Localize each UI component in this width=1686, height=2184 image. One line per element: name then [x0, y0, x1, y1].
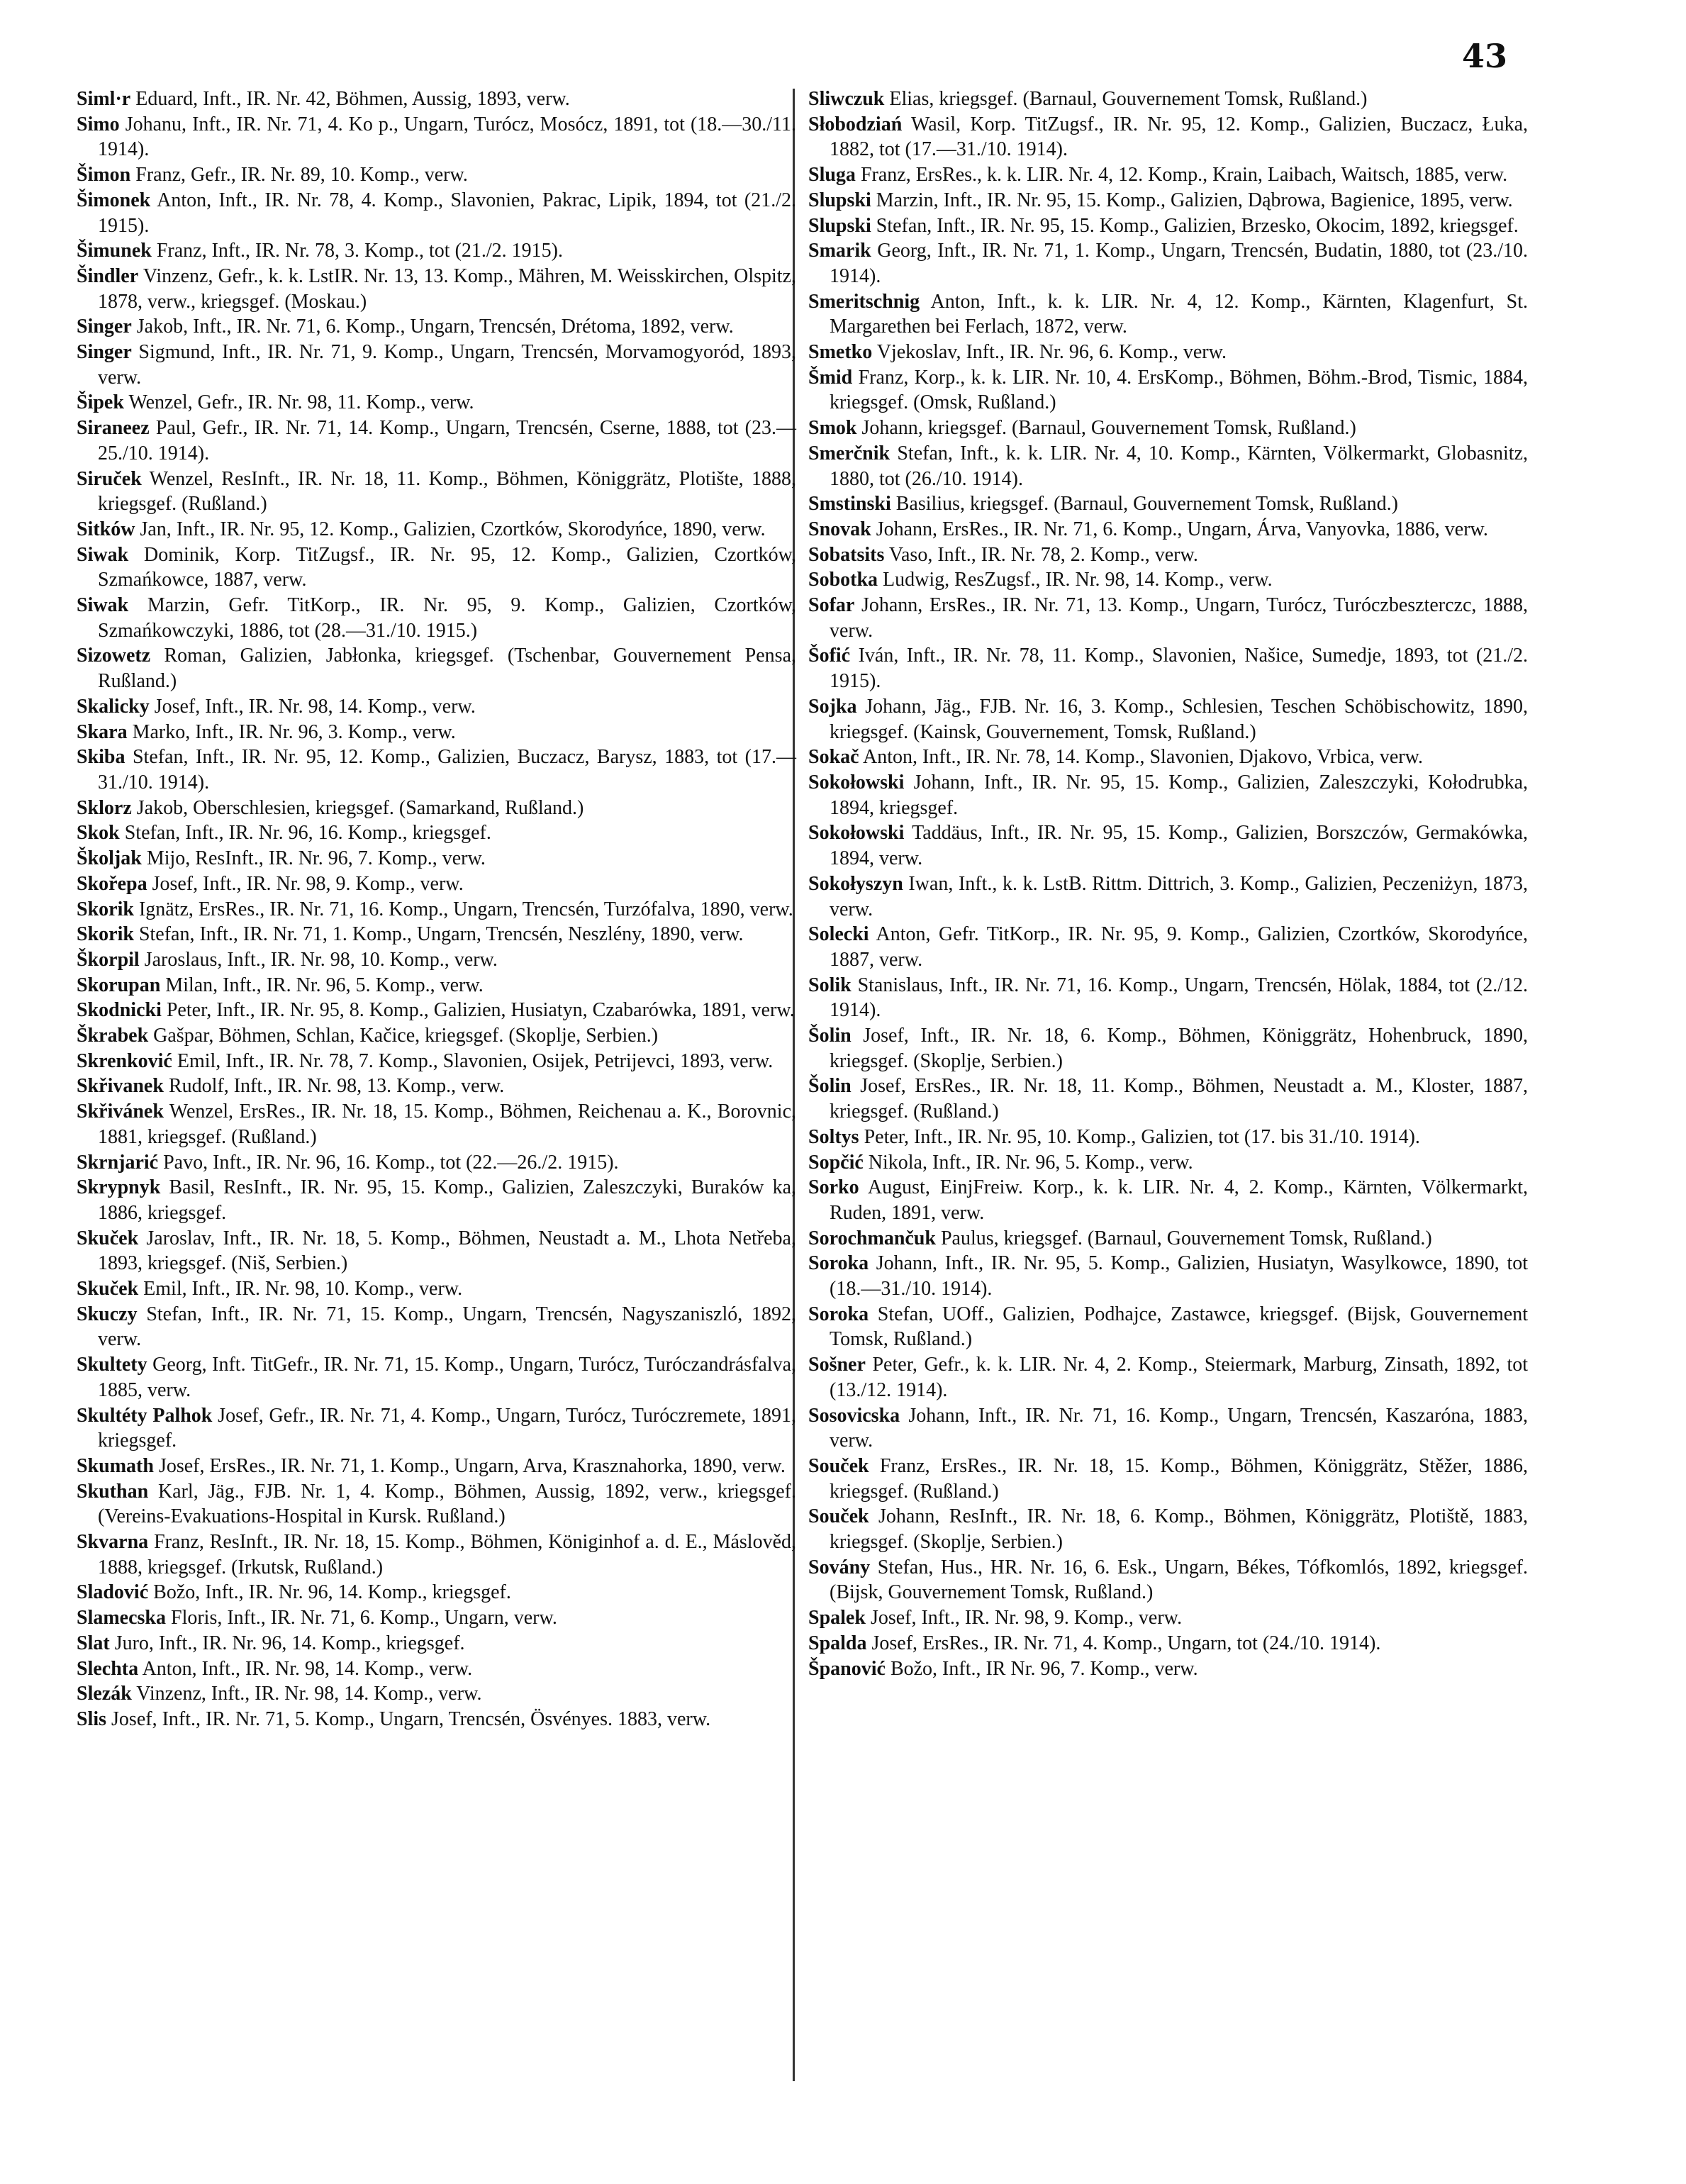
- list-entry: [808, 1555, 1528, 1605]
- entry-details: Wenzel, ResInft., IR. Nr. 18, 11. Komp., Böhmen, Königgrätz, Plotište, 1888, kriegsgef. (Rußland.): [98, 467, 796, 516]
- entry-surname: Skorupan: [77, 974, 161, 996]
- entry-details: Ludwig, ResZugsf., IR. Nr. 98, 14. Komp., verw.: [883, 569, 1273, 591]
- entry-details: Vaso, Inft., IR. Nr. 78, 2. Komp., verw.: [888, 543, 1198, 566]
- list-entry: [808, 365, 1528, 416]
- entry-surname: Sokołyszyn: [808, 872, 903, 895]
- list-entry: [77, 1049, 796, 1074]
- list-entry: [77, 745, 796, 795]
- entry-surname: Singer: [77, 341, 132, 364]
- entry-surname: Sorochmančuk: [808, 1227, 936, 1249]
- entry-details: Johann, Jäg., FJB. Nr. 16, 3. Komp., Schlesien, Teschen Schöbischowitz, 1890, kriegsgef. (Kainsk, Gouvernement, Tomsk, Rußland.): [830, 695, 1528, 743]
- entry-surname: Skvarna: [77, 1531, 149, 1554]
- entry-surname: Sklorz: [77, 796, 132, 819]
- entry-details: Georg, Inft. TitGefr., IR. Nr. 71, 15. Komp., Ungarn, Turócz, Turóczandrásfalva, 1885, verw.: [98, 1354, 796, 1401]
- entry-details: Stefan, Inft., IR. Nr. 95, 15. Komp., Galizien, Brzesko, Okocim, 1892, kriegsgef.: [876, 214, 1519, 237]
- entry-details: Josef, Inft., IR. Nr. 98, 14. Komp., verw.: [154, 695, 476, 718]
- list-entry: [77, 1175, 796, 1225]
- entry-surname: Skřivanek: [77, 1075, 164, 1098]
- list-entry: [77, 1150, 796, 1176]
- list-entry: [808, 213, 1528, 239]
- entry-surname: Skrnjarić: [77, 1151, 159, 1174]
- entry-details: Milan, Inft., IR. Nr. 96, 5. Komp., verw.: [165, 974, 484, 996]
- entry-details: Johann, ResInft., IR. Nr. 18, 6. Komp., Böhmen, Königgrätz, Plotiště, 1883, kriegsgef. (Skoplje, Serbien.): [830, 1505, 1528, 1554]
- entry-details: Anton, Inft., IR. Nr. 98, 14. Komp., verw.: [142, 1657, 473, 1680]
- list-entry: [808, 1454, 1528, 1504]
- entry-details: Anton, Inft., IR. Nr. 78, 4. Komp., Slavonien, Pakrac, Lipik, 1894, tot (21./2. 1915).: [98, 189, 796, 237]
- list-entry: [77, 340, 796, 390]
- entry-surname: Skorik: [77, 898, 134, 920]
- entry-details: Stefan, Inft., IR. Nr. 96, 16. Komp., kriegsgef.: [124, 822, 491, 845]
- list-entry: [77, 390, 796, 416]
- entry-details: Wenzel, ErsRes., IR. Nr. 18, 15. Komp., Böhmen, Reichenau a. K., Borovnic, 1881, kriegsgef. (Rußland.): [98, 1101, 796, 1148]
- entry-surname: Sokołowski: [808, 771, 905, 793]
- entry-surname: Souček: [808, 1454, 869, 1477]
- entry-surname: Smeritschnig: [808, 290, 920, 313]
- entry-surname: Slat: [77, 1632, 110, 1654]
- entry-surname: Smarik: [808, 240, 871, 262]
- entry-details: Josef, ErsRes., IR. Nr. 18, 11. Komp., Böhmen, Neustadt a. M., Kloster, 1887, kriegsgef. (Rußland.): [830, 1075, 1529, 1123]
- entry-surname: Šofić: [808, 645, 851, 667]
- entry-surname: Škrabek: [77, 1025, 149, 1047]
- entry-details: Pavo, Inft., IR. Nr. 96, 16. Komp., tot (22.—26./2. 1915).: [163, 1151, 619, 1174]
- entry-details: Johann, ErsRes., IR. Nr. 71, 13. Komp., Ungarn, Turócz, Turóczbeszterczc, 1888, verw.: [830, 594, 1529, 642]
- entry-details: Anton, Inft., IR. Nr. 78, 14. Komp., Slavonien, Djakovo, Vrbica, verw.: [863, 746, 1424, 769]
- list-entry: [808, 922, 1528, 972]
- entry-surname: Siwak: [77, 594, 129, 617]
- entry-surname: Sovány: [808, 1556, 871, 1578]
- entry-surname: Spalda: [808, 1632, 867, 1654]
- list-entry: [808, 1352, 1528, 1403]
- list-entry: [808, 542, 1528, 568]
- entry-surname: Solecki: [808, 923, 869, 946]
- entry-details: Dominik, Korp. TitZugsf., IR. Nr. 95, 12. Komp., Galizien, Czortków, Szmańkowce, 1887, verw.: [98, 543, 797, 591]
- entry-surname: Slis: [77, 1708, 107, 1730]
- list-entry: [77, 1580, 796, 1605]
- entry-details: Stefan, UOff., Galizien, Podhajce, Zastawce, kriegsgef. (Bijsk, Gouvernement Tomsk, Rußland.): [830, 1303, 1528, 1351]
- list-entry: [808, 1631, 1528, 1656]
- page-number: 43: [1462, 37, 1508, 75]
- entry-details: Basilius, kriegsgef. (Barnaul, Gouvernement Tomsk, Rußland.): [895, 493, 1399, 516]
- list-entry: [808, 1302, 1528, 1352]
- list-entry: [808, 162, 1528, 188]
- entry-surname: Sokołowski: [808, 822, 905, 845]
- entry-details: Ignätz, ErsRes., IR. Nr. 71, 16. Komp., Ungarn, Trencsén, Turzófalva, 1890, verw.: [138, 898, 793, 920]
- entry-surname: Šindler: [77, 264, 139, 287]
- entry-surname: Siml·r: [77, 88, 131, 110]
- entry-details: Jakob, Inft., IR. Nr. 71, 6. Komp., Ungarn, Trencsén, Drétoma, 1892, verw.: [136, 316, 734, 338]
- entry-details: Božo, Inft., IR. Nr. 96, 14. Komp., kriegsgef.: [153, 1581, 511, 1604]
- list-entry: [77, 998, 796, 1023]
- entry-details: Franz, Korp., k. k. LIR. Nr. 10, 4. ErsKomp., Böhmen, Böhm.-Brod, Tismic, 1884, kriegsgef. (Omsk, Rußland.): [830, 366, 1529, 414]
- entry-surname: Smok: [808, 417, 857, 440]
- entry-details: Franz, Inft., IR. Nr. 78, 3. Komp., tot (21./2. 1915).: [156, 240, 563, 262]
- entry-details: Franz, Gefr., IR. Nr. 89, 10. Komp., verw.: [135, 164, 468, 186]
- list-entry: [77, 1530, 796, 1580]
- entry-surname: Sobatsits: [808, 543, 885, 566]
- entry-surname: Sošner: [808, 1354, 866, 1376]
- list-entry: [808, 770, 1528, 820]
- entry-surname: Sitków: [77, 518, 135, 540]
- entry-surname: Siwak: [77, 543, 129, 566]
- entry-surname: Siraneez: [77, 417, 150, 440]
- entry-details: Rudolf, Inft., IR. Nr. 98, 13. Komp., verw.: [168, 1075, 505, 1098]
- entry-surname: Šmid: [808, 366, 853, 389]
- list-entry: [77, 1681, 796, 1707]
- entry-surname: Słobodziań: [808, 113, 903, 135]
- entry-details: Stefan, Hus., HR. Nr. 16, 6. Esk., Ungarn, Békes, Tófkomlós, 1892, kriegsgef. (Bijsk, Gouvernement Tomsk, Rußland.): [830, 1556, 1529, 1604]
- list-entry: [808, 1605, 1528, 1631]
- list-entry: [808, 694, 1528, 745]
- entry-details: Stefan, Inft., IR. Nr. 71, 15. Komp., Ungarn, Trencsén, Nagyszaniszló, 1892, verw.: [98, 1303, 796, 1351]
- entry-details: Karl, Jäg., FJB. Nr. 1, 4. Komp., Böhmen, Aussig, 1892, verw., kriegsgef. (Vereins-Evakuations-Hospital in Kursk. Rußland.): [98, 1480, 797, 1528]
- entry-details: Franz, ErsRes., IR. Nr. 18, 15. Komp., Böhmen, Königgrätz, Stěžer, 1886, kriegsgef. (Rußland.): [830, 1454, 1528, 1503]
- entry-surname: Sorko: [808, 1176, 859, 1199]
- list-entry: [77, 1023, 796, 1049]
- entry-surname: Šimonek: [77, 189, 151, 211]
- list-entry: [77, 1276, 796, 1302]
- entry-details: Vinzenz, Inft., IR. Nr. 98, 14. Komp., verw.: [136, 1683, 482, 1705]
- entry-surname: Šimunek: [77, 240, 152, 262]
- list-entry: [77, 87, 796, 112]
- entry-details: Josef, ErsRes., IR. Nr. 71, 1. Komp., Ungarn, Arva, Krasznahorka, 1890, verw.: [158, 1454, 786, 1477]
- list-entry: [808, 340, 1528, 365]
- entry-details: Emil, Inft., IR. Nr. 98, 10. Komp., verw.: [143, 1278, 463, 1300]
- list-entry: [77, 897, 796, 923]
- entry-details: Johann, Inft., IR. Nr. 95, 5. Komp., Galizien, Husiatyn, Wasylkowce, 1890, tot (18.—31./10. 1914).: [830, 1252, 1528, 1300]
- list-entry: [77, 1226, 796, 1276]
- list-entry: [77, 112, 796, 162]
- entry-surname: Skodnicki: [77, 999, 162, 1022]
- entry-details: August, EinjFreiw. Korp., k. k. LIR. Nr. 4, 2. Komp., Kärnten, Völkermarkt, Ruden, 1891, verw.: [830, 1176, 1528, 1224]
- list-entry: [808, 1074, 1528, 1124]
- entry-surname: Solik: [808, 974, 852, 996]
- entry-surname: Skořepa: [77, 872, 147, 895]
- entry-details: Paul, Gefr., IR. Nr. 71, 14. Komp., Ungarn, Trencsén, Cserne, 1888, tot (23.—25./10. 1914).: [98, 417, 797, 464]
- entry-details: Paulus, kriegsgef. (Barnaul, Gouvernement Tomsk, Rußland.): [940, 1227, 1432, 1249]
- entry-details: Peter, Inft., IR. Nr. 95, 8. Komp., Galizien, Husiatyn, Czabarówka, 1891, verw.: [166, 999, 795, 1022]
- entry-surname: Skrypnyk: [77, 1176, 161, 1199]
- right-column: [808, 87, 1528, 1681]
- list-entry: [808, 1226, 1528, 1252]
- entry-details: Floris, Inft., IR. Nr. 71, 6. Komp., Ungarn, verw.: [171, 1607, 557, 1629]
- entry-surname: Skumath: [77, 1454, 154, 1477]
- entry-surname: Slechta: [77, 1657, 139, 1680]
- entry-surname: Soroka: [808, 1252, 869, 1275]
- entry-surname: Skultety: [77, 1354, 147, 1376]
- list-entry: [77, 1631, 796, 1656]
- list-entry: [808, 1403, 1528, 1454]
- list-entry: [808, 593, 1528, 643]
- list-entry: [77, 720, 796, 745]
- entry-surname: Sojka: [808, 695, 857, 718]
- list-entry: [808, 1251, 1528, 1301]
- entry-details: Anton, Inft., k. k. LIR. Nr. 4, 12. Komp., Kärnten, Klagenfurt, St. Margarethen bei Ferlach, 1872, verw.: [830, 290, 1528, 338]
- list-entry: [77, 1454, 796, 1479]
- entry-details: Josef, Inft., IR. Nr. 98, 9. Komp., verw.: [152, 872, 464, 895]
- entry-details: Marzin, Gefr. TitKorp., IR. Nr. 95, 9. Komp., Galizien, Czortków, Szmańkowczyki, 1886, tot (28.—31./10. 1915.): [98, 594, 797, 642]
- list-entry: [808, 1504, 1528, 1554]
- entry-surname: Skok: [77, 822, 120, 845]
- entry-surname: Skara: [77, 720, 128, 743]
- entry-details: Johann, Inft., IR. Nr. 95, 15. Komp., Galizien, Zaleszczyki, Kołodrubka, 1894, kriegsgef.: [830, 771, 1528, 819]
- list-entry: [77, 947, 796, 973]
- list-entry: [808, 567, 1528, 593]
- entry-surname: Smetko: [808, 341, 873, 364]
- entry-details: Taddäus, Inft., IR. Nr. 95, 15. Komp., Galizien, Borszczów, Germakówka, 1894, verw.: [830, 822, 1528, 870]
- entry-surname: Smstinski: [808, 493, 891, 516]
- list-entry: [808, 416, 1528, 441]
- list-entry: [77, 694, 796, 720]
- list-entry: [808, 517, 1528, 542]
- entry-surname: Slupski: [808, 214, 871, 237]
- entry-details: Stefan, Inft., IR. Nr. 71, 1. Komp., Ungarn, Trencsén, Neszlény, 1890, verw.: [138, 923, 744, 946]
- list-entry: [808, 289, 1528, 340]
- entry-details: Johann, ErsRes., IR. Nr. 71, 6. Komp., Ungarn, Árva, Vanyovka, 1886, verw.: [876, 518, 1488, 540]
- entry-details: Roman, Galizien, Jabłonka, kriegsgef. (Tschenbar, Gouvernement Pensa, Rußland.): [98, 645, 796, 693]
- list-entry: [808, 1125, 1528, 1150]
- list-entry: [77, 1302, 796, 1352]
- entry-details: Jakob, Oberschlesien, kriegsgef. (Samarkand, Rußland.): [136, 796, 584, 819]
- entry-surname: Snovak: [808, 518, 871, 540]
- entry-details: Peter, Gefr., k. k. LIR. Nr. 4, 2. Komp., Steiermark, Marburg, Zinsath, 1892, tot (13./12. 1914).: [830, 1354, 1529, 1401]
- entry-surname: Slezák: [77, 1683, 132, 1705]
- list-entry: [77, 467, 796, 517]
- entry-details: Stefan, Inft., IR. Nr. 95, 12. Komp., Galizien, Buczacz, Barysz, 1883, tot (17.—31./10. 1914).: [98, 746, 797, 793]
- entry-surname: Skuček: [77, 1278, 139, 1300]
- entry-details: Stefan, Inft., k. k. LIR. Nr. 4, 10. Komp., Kärnten, Völkermarkt, Globasnitz, 1880, tot (26./10. 1914).: [830, 442, 1529, 490]
- entry-surname: Skuczy: [77, 1303, 138, 1325]
- list-entry: [77, 846, 796, 871]
- entry-surname: Slupski: [808, 189, 871, 211]
- entry-details: Vinzenz, Gefr., k. k. LstIR. Nr. 13, 13. Komp., Mähren, M. Weisskirchen, Olspitz, 1878, verw., kriegsgef. (Moskau.): [98, 264, 796, 313]
- entry-surname: Sobotka: [808, 569, 878, 591]
- entry-surname: Sokač: [808, 746, 859, 769]
- entry-surname: Šimon: [77, 164, 131, 186]
- entry-surname: Skuček: [77, 1227, 139, 1249]
- entry-details: Iwan, Inft., k. k. LstB. Rittm. Dittrich, 3. Komp., Galizien, Peczeniżyn, 1873, verw.: [830, 872, 1528, 920]
- entry-surname: Skultéty Palhok: [77, 1404, 213, 1427]
- entry-surname: Škorpil: [77, 948, 140, 971]
- list-entry: [77, 1403, 796, 1454]
- entry-surname: Španović: [808, 1657, 886, 1680]
- list-entry: [808, 973, 1528, 1023]
- entry-surname: Skrenković: [77, 1049, 172, 1072]
- entry-details: Josef, ErsRes., IR. Nr. 71, 4. Komp., Ungarn, tot (24./10. 1914).: [871, 1632, 1381, 1654]
- entry-details: Elias, kriegsgef. (Barnaul, Gouvernement Tomsk, Rußland.): [889, 88, 1368, 110]
- entry-details: Nikola, Inft., IR. Nr. 96, 5. Komp., verw.: [868, 1151, 1193, 1174]
- entry-surname: Skalicky: [77, 695, 150, 718]
- list-entry: [808, 112, 1528, 162]
- entry-surname: Šolin: [808, 1025, 852, 1047]
- entry-surname: Soltys: [808, 1125, 859, 1148]
- list-entry: [808, 188, 1528, 213]
- list-entry: [77, 517, 796, 542]
- entry-details: Juro, Inft., IR. Nr. 96, 14. Komp., kriegsgef.: [114, 1632, 465, 1654]
- list-entry: [77, 1099, 796, 1149]
- entry-surname: Sliwczuk: [808, 88, 885, 110]
- entry-surname: Sizowetz: [77, 645, 151, 667]
- entry-surname: Spalek: [808, 1607, 866, 1629]
- list-entry: [77, 416, 796, 466]
- entry-details: Franz, ErsRes., k. k. LIR. Nr. 4, 12. Komp., Krain, Laibach, Waitsch, 1885, verw.: [860, 164, 1508, 186]
- list-entry: [77, 796, 796, 821]
- entry-details: Iván, Inft., IR. Nr. 78, 11. Komp., Slavonien, Našice, Sumedje, 1893, tot (21./2. 1915).: [830, 645, 1528, 693]
- entry-surname: Sladović: [77, 1581, 149, 1604]
- list-entry: [77, 188, 796, 238]
- entry-details: Franz, ResInft., IR. Nr. 18, 15. Komp., Böhmen, Königinhof a. d. E., Máslověd, 1888, kriegsgef. (Irkutsk, Rußland.): [98, 1531, 797, 1578]
- list-entry: [808, 1023, 1528, 1074]
- entry-details: Mijo, ResInft., IR. Nr. 96, 7. Komp., verw.: [146, 847, 486, 870]
- list-entry: [77, 922, 796, 947]
- entry-details: Sigmund, Inft., IR. Nr. 71, 9. Komp., Ungarn, Trencsén, Morvamogyoród, 1893, verw.: [98, 341, 796, 389]
- list-entry: [77, 1352, 796, 1403]
- entry-details: Gašpar, Böhmen, Schlan, Kačice, kriegsgef. (Skoplje, Serbien.): [153, 1025, 659, 1047]
- entry-details: Josef, Inft., IR. Nr. 71, 5. Komp., Ungarn, Trencsén, Ösvényes. 1883, verw.: [111, 1708, 711, 1730]
- entry-details: Josef, Inft., IR. Nr. 98, 9. Komp., verw.: [870, 1607, 1183, 1629]
- list-entry: [77, 1605, 796, 1631]
- list-entry: [808, 441, 1528, 491]
- list-entry: [808, 1656, 1528, 1682]
- list-entry: [808, 871, 1528, 922]
- entry-details: Božo, Inft., IR Nr. 96, 7. Komp., verw.: [890, 1657, 1198, 1680]
- entry-details: Georg, Inft., IR. Nr. 71, 1. Komp., Ungarn, Trencsén, Budatin, 1880, tot (23./10. 1914).: [830, 240, 1529, 287]
- list-entry: [77, 871, 796, 897]
- list-entry: [77, 238, 796, 264]
- list-entry: [77, 820, 796, 846]
- list-entry: [808, 745, 1528, 770]
- entry-details: Jaroslav, Inft., IR. Nr. 18, 5. Komp., Böhmen, Neustadt a. M., Lhota Netřeba, 1893, kriegsgef. (Niš, Serbien.): [98, 1227, 796, 1275]
- entry-details: Basil, ResInft., IR. Nr. 95, 15. Komp., Galizien, Zaleszczyki, Buraków ka, 1886, kriegsgef.: [98, 1176, 797, 1224]
- list-entry: [808, 643, 1528, 693]
- list-entry: [77, 593, 796, 643]
- entry-surname: Skiba: [77, 746, 125, 769]
- list-entry: [77, 162, 796, 188]
- entry-surname: Šipek: [77, 391, 124, 414]
- entry-surname: Sosovicska: [808, 1404, 900, 1427]
- list-entry: [808, 820, 1528, 871]
- entry-details: Johann, kriegsgef. (Barnaul, Gouvernement Tomsk, Rußland.): [861, 417, 1356, 440]
- entry-details: Peter, Inft., IR. Nr. 95, 10. Komp., Galizien, tot (17. bis 31./10. 1914).: [864, 1125, 1420, 1148]
- entry-details: Marko, Inft., IR. Nr. 96, 3. Komp., verw.: [132, 720, 456, 743]
- entry-details: Josef, Inft., IR. Nr. 18, 6. Komp., Böhmen, Königgrätz, Hohenbruck, 1890, kriegsgef. (Skoplje, Serbien.): [830, 1025, 1529, 1072]
- list-entry: [77, 1707, 796, 1732]
- list-entry: [808, 1175, 1528, 1225]
- entry-surname: Smerčnik: [808, 442, 891, 464]
- entry-surname: Slamecska: [77, 1607, 166, 1629]
- entry-details: Anton, Gefr. TitKorp., IR. Nr. 95, 9. Komp., Galizien, Czortków, Skorodyńce, 1887, verw.: [830, 923, 1528, 971]
- list-entry: [77, 542, 796, 593]
- list-entry: [808, 238, 1528, 289]
- entry-details: Wenzel, Gefr., IR. Nr. 98, 11. Komp., verw.: [128, 391, 474, 414]
- entry-details: Emil, Inft., IR. Nr. 78, 7. Komp., Slavonien, Osijek, Petrijevci, 1893, verw.: [177, 1049, 774, 1072]
- entry-details: Wasil, Korp. TitZugsf., IR. Nr. 95, 12. Komp., Galizien, Buczacz, Łuka, 1882, tot (17.—31./10. 1914).: [830, 113, 1528, 161]
- list-entry: [77, 1074, 796, 1099]
- entry-details: Eduard, Inft., IR. Nr. 42, Böhmen, Aussig, 1893, verw.: [135, 88, 570, 110]
- entry-surname: Siruček: [77, 467, 142, 490]
- entry-surname: Sofar: [808, 594, 855, 617]
- entry-details: Marzin, Inft., IR. Nr. 95, 15. Komp., Galizien, Dąbrowa, Bagienice, 1895, verw.: [876, 189, 1513, 211]
- list-entry: [77, 643, 796, 693]
- left-column: [77, 87, 796, 1732]
- entry-surname: Soroka: [808, 1303, 869, 1325]
- list-entry: [808, 87, 1528, 112]
- list-entry: [77, 264, 796, 314]
- list-entry: [77, 973, 796, 998]
- entry-details: Jan, Inft., IR. Nr. 95, 12. Komp., Galizien, Czortków, Skorodyńce, 1890, verw.: [140, 518, 766, 540]
- entry-details: Johanu, Inft., IR. Nr. 71, 4. Ko p., Ungarn, Turócz, Mosócz, 1891, tot (18.—30./11. 1914).: [98, 113, 797, 161]
- entry-details: Jaroslaus, Inft., IR. Nr. 98, 10. Komp., verw.: [144, 948, 498, 971]
- entry-surname: Skorik: [77, 923, 134, 946]
- entry-details: Johann, Inft., IR. Nr. 71, 16. Komp., Ungarn, Trencsén, Kaszaróna, 1883, verw.: [830, 1404, 1528, 1452]
- list-entry: [77, 1656, 796, 1682]
- list-entry: [77, 314, 796, 340]
- list-entry: [77, 1479, 796, 1530]
- entry-surname: Školjak: [77, 847, 142, 870]
- list-entry: [808, 1150, 1528, 1176]
- list-entry: [808, 491, 1528, 517]
- entry-details: Josef, Gefr., IR. Nr. 71, 4. Komp., Ungarn, Turócz, Turóczremete, 1891, kriegsgef.: [98, 1404, 796, 1452]
- entry-details: Stanislaus, Inft., IR. Nr. 71, 16. Komp., Ungarn, Trencsén, Hölak, 1884, tot (2./12. 1914).: [830, 974, 1528, 1022]
- entry-surname: Sluga: [808, 164, 856, 186]
- entry-details: Vjekoslav, Inft., IR. Nr. 96, 6. Komp., verw.: [876, 341, 1227, 364]
- entry-surname: Sopčić: [808, 1151, 864, 1174]
- entry-surname: Souček: [808, 1505, 869, 1528]
- entry-surname: Skuthan: [77, 1480, 149, 1503]
- entry-surname: Singer: [77, 316, 132, 338]
- entry-surname: Šolin: [808, 1075, 852, 1098]
- entry-surname: Skřivánek: [77, 1101, 164, 1123]
- entry-surname: Simo: [77, 113, 120, 135]
